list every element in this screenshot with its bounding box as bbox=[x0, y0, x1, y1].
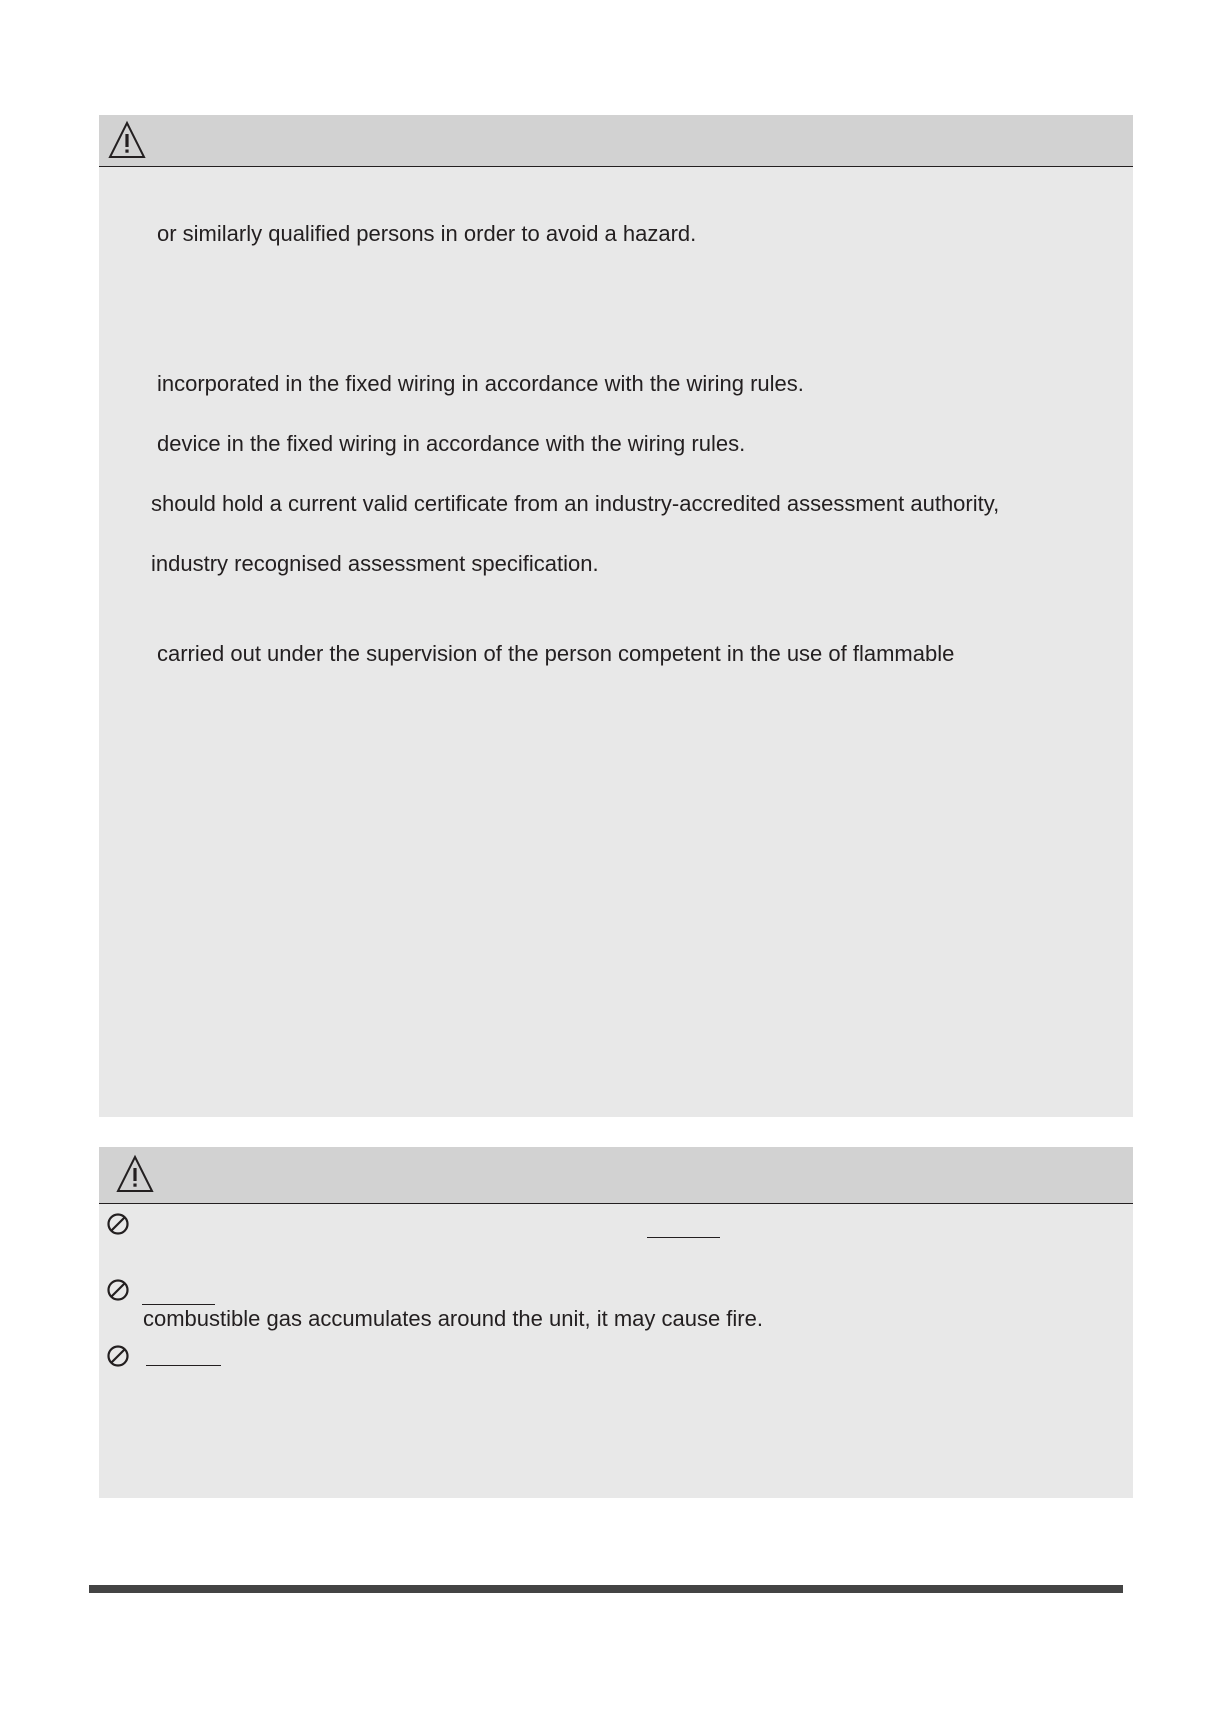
fill-in-blank-line bbox=[142, 1304, 215, 1305]
prohibition-circle-icon bbox=[106, 1278, 130, 1302]
caution-panel-header bbox=[99, 1147, 1133, 1204]
footer-rule bbox=[89, 1585, 1123, 1593]
prohibition-circle-icon bbox=[106, 1212, 130, 1236]
caution-text-line: combustible gas accumulates around the unit, it may cause fire. bbox=[143, 1306, 763, 1331]
warning-triangle-icon bbox=[115, 1154, 155, 1194]
warning-triangle-icon bbox=[107, 120, 147, 160]
warning-text-line: incorporated in the fixed wiring in accordance with the wiring rules. bbox=[157, 371, 804, 396]
warning-text-line: should hold a current valid certificate from an industry-accredited assessment authority, bbox=[151, 491, 1000, 516]
fill-in-blank-line bbox=[647, 1237, 720, 1238]
fill-in-blank-line bbox=[146, 1365, 221, 1366]
caution-panel bbox=[99, 1147, 1133, 1498]
warning-panel-header bbox=[99, 115, 1133, 167]
warning-panel bbox=[99, 115, 1133, 1117]
warning-text-line: device in the fixed wiring in accordance with the wiring rules. bbox=[157, 431, 746, 456]
prohibition-circle-icon bbox=[106, 1344, 130, 1368]
warning-text-line: or similarly qualified persons in order to avoid a hazard. bbox=[157, 221, 697, 246]
warning-text-line: carried out under the supervision of the person competent in the use of flammable bbox=[157, 641, 955, 666]
warning-text-line: industry recognised assessment specification. bbox=[151, 551, 599, 576]
